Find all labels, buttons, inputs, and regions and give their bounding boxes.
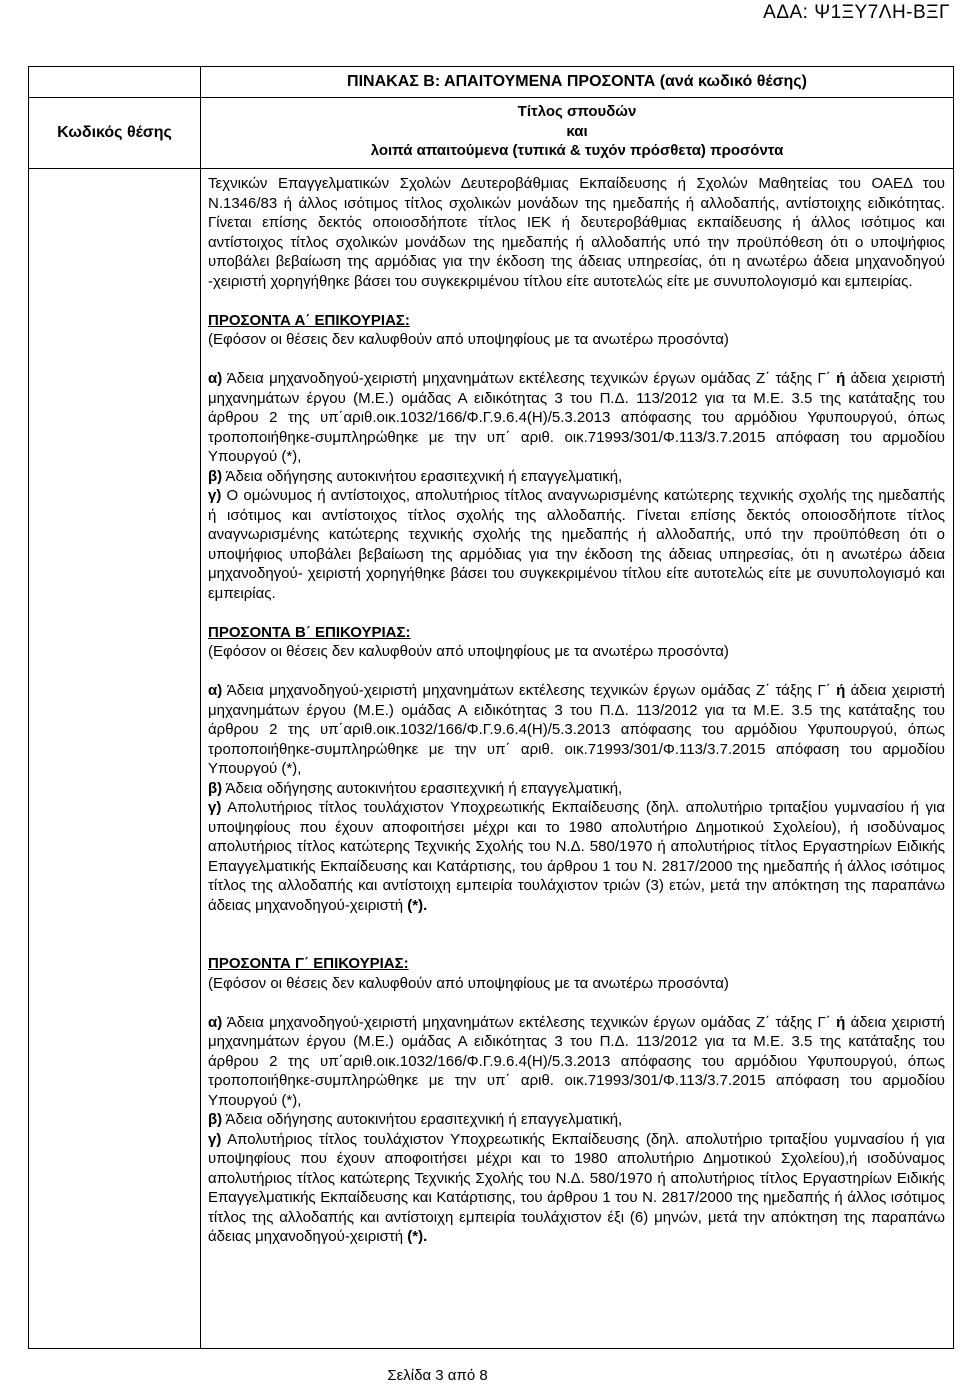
- table-corner-cell: [29, 67, 201, 98]
- section-b-item-b: β) Άδεια οδήγησης αυτοκινήτου ερασιτεχνική ή επαγγελματική,: [208, 779, 623, 797]
- section-b-item-a: α) Άδεια μηχανοδηγού-χειριστή μηχανημάτων εκτέλεσης τεχνικών έργων ομάδας Ζ΄ τάξης Γ΄ ή άδεια χειριστή μηχανημάτων έργου (Μ.Ε.) ομάδας Α ειδικότητας 3 του Π.Δ. 113/2012 για τα Μ.Ε. 3.5 της κατάταξης του άρθρου 2 της υπ΄αριθ.οικ.1032/166/Φ.Γ.9.6.4(Η)/5.3.2013 απόφασης του αρμόδιου Υφυπουργού, όπως τροποποιήθηκε-συμπληρώθηκε με την υπ΄ αριθ. οικ.71993/301/Φ.113/3.7.2015 απόφαση του αρμοδίου Υπουργού (*),: [208, 682, 945, 777]
- section-b-item-c: γ) Απολυτήριος τίτλος τουλάχιστον Υποχρεωτικής Εκπαίδευσης (δηλ. απολυτήριο τριταξίου γυμνασίου ή για υποψηφίους που έχουν αποφοιτήσει μέχρι και το 1980 απολυτήριο Δημοτικού Σχολείου), ή ισοδύναμος απολυτήριος τίτλος κατώτερης Τεχνικής Σχολής του Ν.Δ. 580/1970 ή απολυτήριος τίτλος Εργαστηρίων Ειδικής Επαγγελματικής Εκπαίδευσης και Κατάρτισης, του άρθρου 1 του Ν. 2817/2000 της ημεδαπής ή άλλος ισότιμος τίτλος της αλλοδαπής και αντίστοιχη εμπειρία τουλάχιστον τριών (3) ετών, μετά την απόκτηση της παραπάνω άδειας μηχανοδηγού-χειριστή (*).: [208, 799, 945, 914]
- section-c-item-a: α) Άδεια μηχανοδηγού-χειριστή μηχανημάτων εκτέλεσης τεχνικών έργων ομάδας Ζ΄ τάξης Γ΄ ή άδεια χειριστή μηχανημάτων έργου (Μ.Ε.) ομάδας Α ειδικότητας 3 του Π.Δ. 113/2012 για τα Μ.Ε. 3.5 της κατάταξης του άρθρου 2 της υπ΄αριθ.οικ.1032/166/Φ.Γ.9.6.4(Η)/5.3.2013 απόφασης του αρμόδιου Υφυπουργού, όπως τροποποιήθηκε-συμπληρώθηκε με την υπ΄ αριθ. οικ.71993/301/Φ.113/3.7.2015 απόφαση του αρμοδίου Υπουργού (*),: [208, 1013, 945, 1109]
- ada-code: ΑΔΑ: Ψ1ΞΥ7ΛΗ-ΒΞΓ: [763, 2, 950, 23]
- section-c-item-c: γ) Απολυτήριος τίτλος τουλάχιστον Υποχρεωτικής Εκπαίδευσης (δηλ. απολυτήριο τριταξίου γυμνασίου ή για υποψηφίους που έχουν αποφοιτήσει μέχρι και το 1980 απολυτήριο Δημοτικού Σχολείου),ή ισοδύναμος απολυτήριος τίτλος κατώτερης Τεχνικής Σχολής του Ν.Δ. 580/1970 ή απολυτήριος τίτλος Εργαστηρίων Ειδικής Επαγγελματικής Εκπαίδευσης και Κατάρτισης, του άρθρου 1 του Ν. 2817/2000 της ημεδαπής ή άλλος ισότιμος τίτλος της αλλοδαπής και αντίστοιχη εμπειρία τουλάχιστον έξι (6) μηνών, μετά την απόκτηση της παραπάνω άδειας μηχανοδηγού-χειριστή (*).: [208, 1130, 945, 1245]
- column-header-code: Κωδικός θέσης: [29, 98, 201, 169]
- section-c-item-b: β) Άδεια οδήγησης αυτοκινήτου ερασιτεχνική ή επαγγελματική,: [208, 1111, 623, 1128]
- code-cell: [29, 169, 201, 1349]
- section-c-subtitle: (Εφόσον οι θέσεις δεν καλυφθούν από υποψηφίους με τα ανωτέρω προσόντα): [208, 974, 729, 992]
- column-header-title: [201, 98, 954, 169]
- section-a-item-a: α) Άδεια μηχανοδηγού-χειριστή μηχανημάτων εκτέλεσης τεχνικών έργων ομάδας Ζ΄ τάξης Γ΄ ή άδεια χειριστή μηχανημάτων έργου (Μ.Ε.) ομάδας Α ειδικότητας 3 του Π.Δ. 113/2012 για τα Μ.Ε. 3.5 της κατάταξης του άρθρου 2 της υπ΄αριθ.οικ.1032/166/Φ.Γ.9.6.4(Η)/5.3.2013 απόφασης του αρμόδιου Υφυπουργού, όπως τροποποιήθηκε-συμπληρώθηκε με την υπ΄ αριθ. οικ.71993/301/Φ.113/3.7.2015 απόφαση του αρμοδίου Υπουργού (*),: [208, 370, 945, 465]
- table-title: ΠΙΝΑΚΑΣ Β: ΑΠΑΙΤΟΥΜΕΝΑ ΠΡΟΣΟΝΤΑ (ανά κωδικό θέσης): [201, 67, 954, 98]
- column-header-title-line1: Τίτλος σπουδών: [517, 103, 637, 120]
- section-b-subtitle: (Εφόσον οι θέσεις δεν καλυφθούν από υποψηφίους με τα ανωτέρω προσόντα): [208, 643, 729, 660]
- requirements-table: [28, 66, 954, 1349]
- section-c-heading: ΠΡΟΣΟΝΤΑ Γ΄ ΕΠΙΚΟΥΡΙΑΣ:: [208, 955, 409, 972]
- column-header-title-line2: και: [566, 122, 588, 140]
- requirements-cell: [201, 169, 954, 1349]
- column-header-title-line3: λοιπά απαιτούμενα (τυπικά & τυχόν πρόσθετα) προσόντα: [370, 142, 784, 159]
- section-a-item-c: γ) Ο ομώνυμος ή αντίστοιχος, απολυτήριος τίτλος αναγνωρισμένης κατώτερης τεχνικής σχολής της ημεδαπής ή ισότιμος και αντίστοιχος τίτλος σχολής της αλλοδαπής. Γίνεται επίσης δεκτός οποιοσδήποτε τίτλος αναγνωρισμένης κατώτερης τεχνικής σχολής της ημεδαπής ή αλλοδαπής, υπό την προϋπόθεση ότι ο υποψήφιος υποβάλει βεβαίωση της αρμόδιας για την έκδοση της άδειας υπηρεσίας, ότι η ανωτέρω άδεια μηχανοδηγού- χειριστή χορηγήθηκε βάσει του συγκεκριμένου τίτλου είτε αυτοτελώς είτε με συνυπολογισμό και εμπειρίας.: [208, 487, 945, 602]
- page-footer: [0, 1367, 960, 1384]
- section-a-heading: ΠΡΟΣΟΝΤΑ Α΄ ΕΠΙΚΟΥΡΙΑΣ:: [208, 311, 410, 329]
- section-a-item-b: β) Άδεια οδήγησης αυτοκινήτου ερασιτεχνική ή επαγγελματική,: [208, 467, 623, 485]
- section-b-heading: ΠΡΟΣΟΝΤΑ Β΄ ΕΠΙΚΟΥΡΙΑΣ:: [208, 623, 411, 641]
- intro-paragraph: Τεχνικών Επαγγελματικών Σχολών Δευτεροβάθμιας Εκπαίδευσης ή Σχολών Μαθητείας του ΟΑΕΔ του Ν.1346/83 ή άλλος ισότιμος τίτλος σχολικών μονάδων της ημεδαπής ή αλλοδαπής, αντίστοιχης ειδικότητας. Γίνεται επίσης δεκτός οποιοσδήποτε τίτλος ΙΕΚ ή δευτεροβάθμιας εκπαίδευσης ή άλλος ισότιμος και αντίστοιχος τίτλος σχολικών μονάδων της ημεδαπής ή αλλοδαπής υπό την προϋπόθεση ότι ο υποψήφιος υποβάλει βεβαίωση της αρμόδιας για την έκδοση της άδειας υπηρεσίας, ότι η ανωτέρω άδεια μηχανοδηγού -χειριστή χορηγήθηκε βάσει του συγκεκριμένου τίτλου είτε αυτοτελώς είτε με συνυπολογισμό και εμπειρίας.: [208, 175, 945, 290]
- page-number: Σελίδα 3 από 8: [387, 1367, 488, 1384]
- section-a-subtitle: (Εφόσον οι θέσεις δεν καλυφθούν από υποψηφίους με τα ανωτέρω προσόντα): [208, 331, 729, 348]
